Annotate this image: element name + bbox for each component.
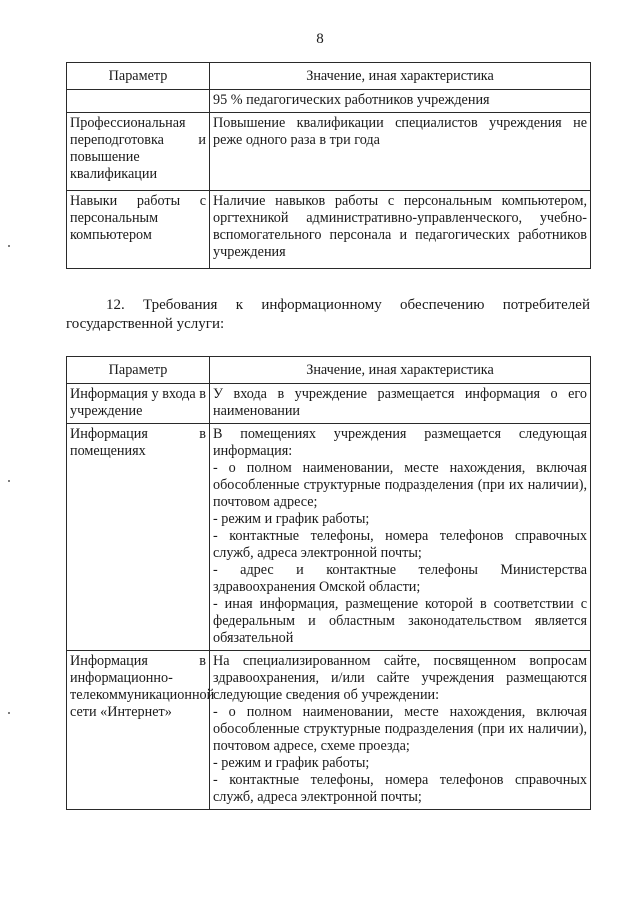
value-line: - адрес и контактные телефоны Министерства здравоохранения Омской области;	[213, 562, 587, 595]
table-row	[67, 384, 591, 424]
value-cell	[210, 651, 591, 810]
column-header-value: Значение, иная характеристика	[210, 357, 591, 384]
parameter-cell: Информация в информационно-телекоммуникационной сети «Интернет»	[67, 651, 210, 810]
value-cell: Повышение квалификации специалистов учреждения не реже одного раза в три года	[210, 113, 591, 191]
value-cell	[210, 424, 591, 651]
parameter-cell: Навыки работы с персональным компьютером	[67, 191, 210, 269]
parameter-cell: Информация в помещениях	[67, 424, 210, 651]
parameter-cell: Профессиональная переподготовка и повышение квалификации	[67, 113, 210, 191]
value-line: - иная информация, размещение которой в соответствии с федеральным и областным законодательством является обязательной	[213, 596, 587, 646]
column-header-parameter: Параметр	[67, 63, 210, 90]
value-line: В помещениях учреждения размещается следующая информация:	[213, 426, 587, 459]
value-cell: Наличие навыков работы с персональным компьютером, оргтехникой административно-управленческого, учебно-вспомогательного персонала и педагогических работников учреждения	[210, 191, 591, 269]
scan-speck	[8, 245, 10, 247]
table-row	[67, 424, 591, 651]
value-line: У входа в учреждение размещается информация о его наименовании	[213, 386, 587, 419]
value-line: - о полном наименовании, месте нахождения, включая обособленные структурные подразделения (при их наличии), почтовом адресе, схеме проезда;	[213, 704, 587, 754]
table-row	[67, 113, 591, 191]
column-header-value: Значение, иная характеристика	[210, 63, 591, 90]
parameter-cell: Информация у входа в учреждение	[67, 384, 210, 424]
column-header-parameter: Параметр	[67, 357, 210, 384]
value-line: - о полном наименовании, месте нахождения, включая обособленные структурные подразделения (при их наличии), почтовом адресе;	[213, 460, 587, 510]
page-number: 8	[316, 31, 324, 47]
scan-speck	[8, 480, 10, 482]
value-cell: 95 % педагогических работников учреждения	[210, 90, 591, 113]
table-row	[67, 191, 591, 269]
table-row	[67, 90, 591, 113]
table-header-row	[67, 357, 591, 384]
parameter-cell	[67, 90, 210, 113]
value-line: - контактные телефоны, номера телефонов справочных служб, адреса электронной почты;	[213, 772, 587, 805]
value-line: - режим и график работы;	[213, 511, 370, 527]
scan-speck	[8, 712, 10, 714]
value-line: - режим и график работы;	[213, 755, 370, 771]
information-requirements-table	[66, 356, 591, 810]
value-cell	[210, 384, 591, 424]
table-header-row	[67, 63, 591, 90]
staff-qualification-table	[66, 62, 591, 269]
value-line: На специализированном сайте, посвященном вопросам здравоохранения, и/или сайте учреждения размещаются следующие сведения об учреждении:	[213, 653, 587, 703]
section-12-heading: 12. Требования к информационному обеспечению потребителей государственной услуги:	[66, 297, 590, 332]
value-line: - контактные телефоны, номера телефонов справочных служб, адреса электронной почты;	[213, 528, 587, 561]
table-row	[67, 651, 591, 810]
